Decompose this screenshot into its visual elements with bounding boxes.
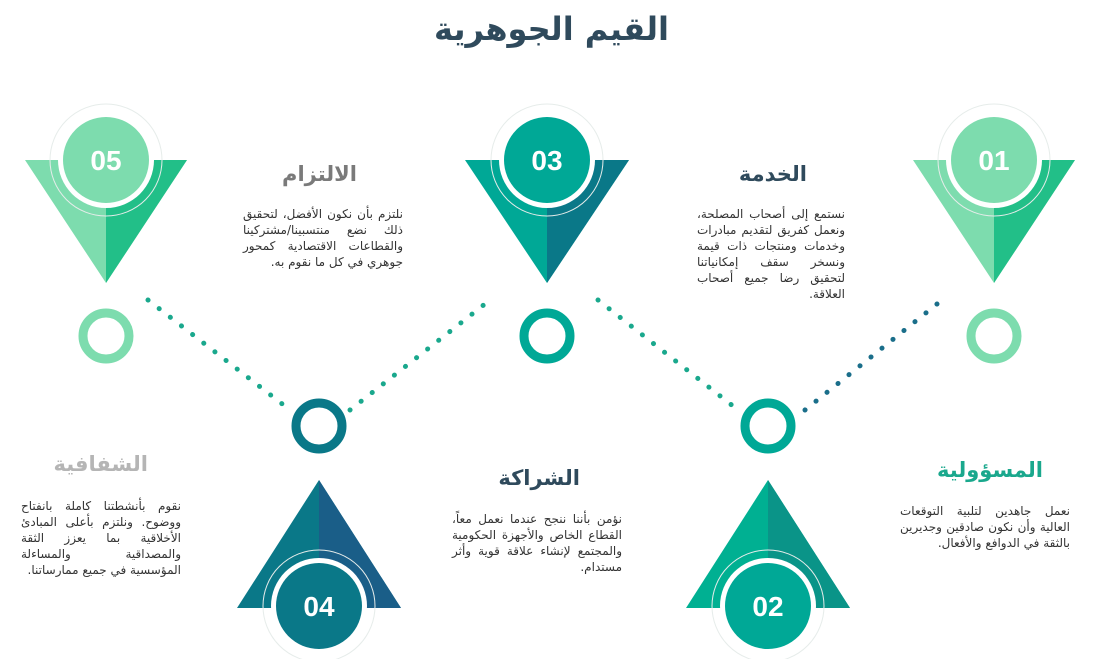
value-04-marker	[237, 403, 401, 659]
value-05-number: 05	[90, 145, 122, 176]
value-01-number: 01	[978, 145, 1010, 176]
value-01-description: نعمل جاهدين لتلبية التوقعات العالية وأن نكون صادقين وجديرين بالثقة في الدوافع والأفعال.	[900, 504, 1070, 550]
connector-05-to-04	[148, 300, 290, 410]
value-03-description: نؤمن بأننا ننجح عندما نعمل معاً، القطاع الخاص والأجهزة الحكومية والمجتمع لإنشاء علاقة قوية وأثر مستدام.	[452, 512, 622, 574]
value-02-number: 02	[752, 591, 784, 622]
value-01-marker	[913, 104, 1075, 359]
value-04-number: 04	[303, 591, 335, 622]
value-01-ring	[971, 313, 1017, 359]
value-03-heading: الشراكة	[498, 466, 580, 490]
value-04-heading: الالتزام	[282, 162, 357, 186]
connector-02-to-01	[805, 300, 942, 410]
value-05-description: نقوم بأنشطتنا كاملة بانفتاح ووضوح. ونلتزم بأعلى المبادئ الأخلاقية بما يعزز الثقة والمصداقية والمساءلة المؤسسية في جميع ممارساتنا.	[21, 499, 181, 577]
value-02-description: نستمع إلى أصحاب المصلحة، ونعمل كفريق لتقديم مبادرات وخدمات ومنتجات ذات قيمة ونسخر سقف إمكانياتنا لتحقيق رضا جميع أصحاب العلاقة.	[697, 207, 845, 301]
value-04-description: نلتزم بأن نكون الأفضل، لتحقيق ذلك نضع منتسبينا/مشتركينا والقطاعات الاقتصادية كمحور جوهري في كل ما نقوم به.	[243, 207, 403, 269]
value-05-heading: الشفافية	[53, 452, 148, 476]
value-05-marker	[25, 104, 187, 359]
value-02-ring	[745, 403, 791, 449]
value-04-ring	[296, 403, 342, 449]
value-02-heading: الخدمة	[738, 162, 807, 186]
value-03-ring	[524, 313, 570, 359]
connector-04-to-03	[350, 300, 490, 410]
value-03-marker	[465, 104, 629, 359]
value-02-marker	[686, 403, 850, 659]
value-05-ring	[83, 313, 129, 359]
value-01-heading: المسؤولية	[937, 458, 1043, 482]
value-03-number: 03	[531, 145, 563, 176]
connector-03-to-02	[598, 300, 738, 410]
page-title: القيم الجوهرية	[434, 10, 669, 48]
